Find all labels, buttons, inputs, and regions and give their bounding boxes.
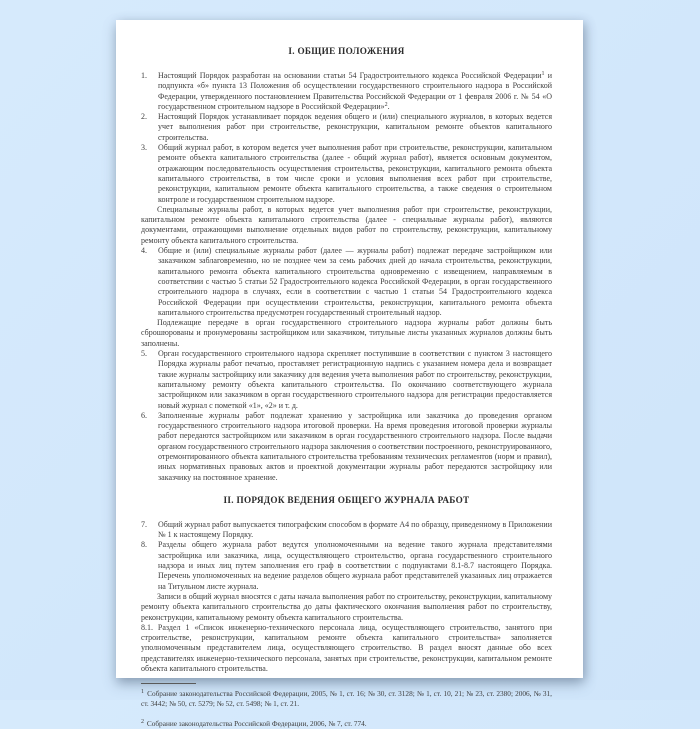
footnote-reference: 1 [541,71,545,77]
footnotes-area [141,683,552,729]
section-heading: I. ОБЩИЕ ПОЛОЖЕНИЯ [288,46,405,56]
numbered-list-item: 4. Общие и (или) специальные журналы работ (далее — журналы работ) подлежат передаче застройщиком или заказчиком заблаговременно, но не позднее чем за семь рабочих дней до начала строительства, реконструкции, капитального ремонта объекта капитального строительства одновременно с извещением, направляемым в соответствии с частью 5 статьи 52 Градостроительного кодекса Российской Федерации, в орган государственного строительного надзора в случаях, если в соответствии с частью 1 статьи 54 Градостроительного кодекса Российской Федерации при осуществлении строительства, реконструкции, капитального ремонта объекта капитального строительства предусмотрен государственный строительный надзор. [141,246,552,317]
numbered-list-item: 2. Настоящий Порядок устанавливает порядок ведения общего и (или) специального журналов, в которых ведется учет выполнения работ при строительстве, реконструкции, капитальном ремонте объектов капитального строительства. [141,112,552,142]
footnote: $^2$ Собрание законодательства Российской Федерации, 2006, № 7, ст. 774. [141,719,367,729]
item-number: 3. [141,143,147,153]
paragraph: Подлежащие передаче в орган государственного строительного надзора журналы работ должны быть сброшюрованы и пронумерованы застройщиком или заказчиком, титульные листы указанных журналов должны быть заполнены. [141,318,552,348]
section-general-journal-order [141,495,552,674]
item-number: 5. [141,349,147,359]
footnote-list [141,689,552,729]
numbered-list-item: 1. Настоящий Порядок разработан на основании статьи 54 Градостроительного кодекса Российской Федерации$^1$ и подпункта «б» пункта 13 Положения об осуществлении государственного строительного надзора в Российской Федерации, утвержденного постановлением Правительства Российской Федерации от 1 февраля 2006 г. № 54 «О государственном строительном надзоре в Российской Федерации»$^2$. [141,71,553,111]
section-blocks [141,520,552,674]
paragraph: Записи в общий журнал вносятся с даты начала выполнения работ по строительству, реконструкции, капитальному ремонту объекта капитального строительства до даты фактического окончания выполнения работ по строительству, реконструкции, капитальному ремонту объекта капитального строительства. [141,591,552,622]
footnote-marker: 1 [141,689,144,696]
paragraph: 8.1. Раздел 1 «Список инженерно-технического персонала лица, осуществляющего строительство, занятого при строительстве, реконструкции, капитальном ремонте объекта капитального строительства» заполняется уполномоченным представителем лица, осуществляющего строительство. В раздел вносят данные обо всех представителях инженерно-технического персонала, занятых при строительстве, реконструкции, капитальном ремонте объекта капитального строительства. [141,622,552,674]
footnote: $^1$ Собрание законодательства Российской Федерации, 2005, № 1, ст. 16; № 30, ст. 3128; № 1, ст. 10, 21; № 23, ст. 2380; 2006, № 31, ст. 3442; № 50, ст. 5279; № 52, ст. 5498; № 1, ст. 21. [141,689,552,709]
item-number: 1. [141,71,147,80]
item-number: 2. [141,112,147,122]
document-page [116,20,583,729]
footnote-reference: 2 [384,101,388,108]
section-general-provisions [141,46,552,483]
document-content [141,46,552,729]
numbered-list-item: 8. Разделы общего журнала работ ведутся уполномоченными на ведение такого журнала представителями застройщика или заказчика, лица, осуществляющего строительство, органа государственного строительного надзора и иных лиц путем заполнения его граф в соответствии с подпунктами 8.1-8.7 настоящего Порядка. Перечень уполномоченных на ведение разделов общего журнала работ представителей указанных лиц отражается на Титульном листе журнала. [141,540,552,591]
paragraph: Специальные журналы работ, в которых ведется учет выполнения работ при строительстве, реконструкции, капитальном ремонте объекта капитального строительства (далее - специальные журналы работ), являются документами, отражающими выполнение отдельных видов работ по строительству, реконструкции, капитальному ремонту объекта капитального строительства. [141,204,552,245]
numbered-list-item: 6. Заполненные журналы работ подлежат хранению у застройщика или заказчика до проведения органом государственного строительного надзора итоговой проверки. На время проведения итоговой проверки журналы работ передаются застройщиком или заказчиком в орган государственного строительного надзора. После выдачи органом государственного строительного надзора заключения о соответствии построенного, реконструированного, отремонтированного объекта капитального строительства требованиям технических регламентов (норм и правил), иных нормативных правовых актов и проектной документации журналы работ передаются застройщику или заказчику на постоянное хранение. [141,410,552,482]
footnote-marker: 2 [141,719,144,726]
numbered-list-item: 3. Общий журнал работ, в котором ведется учет выполнения работ при строительстве, реконструкции, капитальном ремонте объекта капитального строительства (далее - общий журнал работ), является основным документом, отражающим последовательность осуществления строительства, реконструкции, капитального ремонта объекта капитального строительства, в том числе сроки и условия выполнения всех работ при строительстве, реконструкции, капитальном ремонте объекта капитального строительства, а также сведения о строительном контроле и государственном строительном надзоре. [141,143,552,204]
item-number: 6. [141,410,147,420]
item-number: 7. [141,519,147,529]
section-blocks [141,71,552,483]
item-number: 4. [141,246,147,256]
section-heading: II. ПОРЯДОК ВЕДЕНИЯ ОБЩЕГО ЖУРНАЛА РАБОТ [223,494,470,505]
footnote-separator [141,683,196,684]
numbered-list-item: 5. Орган государственного строительного надзора скрепляет поступившие в соответствии с пунктом 3 настоящего Порядка журналы работ печатью, проставляет регистрационную надпись с указанием номера дела и возвращает такие журналы застройщику или заказчику для ведения учета выполнения работ по строительству, реконструкции, капитальному ремонту объекта капитального строительства. По окончанию соответствующего журнала застройщиком или заказчиком в орган государственного строительного надзора для регистрации предоставляется новый журнал с пометкой «1», «2» и т. д. [141,349,552,410]
item-number: 8. [141,540,147,550]
numbered-list-item: 7. Общий журнал работ выпускается типографским способом в формате А4 по образцу, приведенному в Приложении № 1 к настоящему Порядку. [141,519,552,540]
